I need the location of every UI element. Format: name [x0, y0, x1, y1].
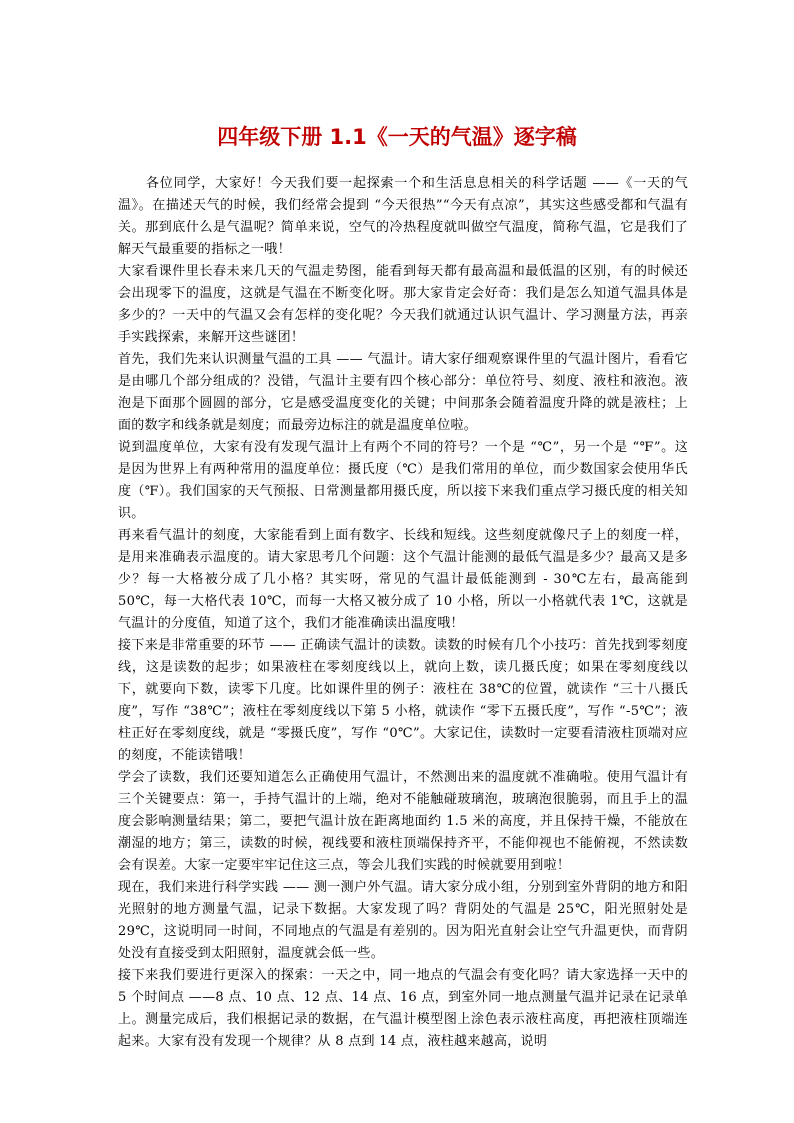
paragraph-outdoor-practice: 现在，我们来进行科学实践 —— 测一测户外气温。请大家分成小组，分别到室外背阴的地方和阳光照射的地方测量气温，记录下数据。大家发现了吗？背阴处的气温是 25℃，阳光照射处是 29℃，这说明同一时间，不同地点的气温是有差别的。因为阳光直射会让空气升温更快，而背阴处没有直接受到太阳照射，温度就会低一些。 — [118, 880, 688, 961]
paragraph-reading: 接下来是非常重要的环节 —— 正确读气温计的读数。读数的时候有几个小技巧：首先找到零刻度线，这是读数的起步；如果液柱在零刻度线以上，就向上数，读几摄氏度；如果在零刻度线以下，就要向下数，读零下几度。比如课件里的例子：液柱在 38℃的位置，就读作 “三十八摄氏度”，写作 “38℃”；液柱在零刻度线以下第 5 小格，就读作 “零下五摄氏度”，写作 “-5℃”；液柱正好在零刻度线，就是 “零摄氏度”，写作 “0℃”。大家记住，读数时一定要看清液柱顶端对应的刻度，不能读错哦！ — [118, 638, 688, 763]
paragraph-thermometer-parts: 首先，我们先来认识测量气温的工具 —— 气温计。请大家仔细观察课件里的气温计图片，看看它是由哪几个部分组成的？没错，气温计主要有四个核心部分：单位符号、刻度、液柱和液泡。液泡是下面那个圆圆的部分，它是感受温度变化的关键；中间那条会随着温度升降的就是液柱；上面的数字和线条就是刻度；而最旁边标注的就是温度单位啦。 — [118, 352, 688, 433]
document-body — [118, 173, 688, 1053]
paragraph-usage: 学会了读数，我们还要知道怎么正确使用气温计，不然测出来的温度就不准确啦。使用气温计有三个关键要点：第一，手持气温计的上端，绝对不能触碰玻璃泡，玻璃泡很脆弱，而且手上的温度会影响测量结果；第二，要把气温计放在距离地面约 1.5 米的高度，并且保持干燥，不能放在潮湿的地方；第三，读数的时候，视线要和液柱顶端保持齐平，不能仰视也不能俯视，不然读数会有误差。大家一定要牢牢记住这三点，等会儿我们实践的时候就要用到啦！ — [118, 770, 688, 873]
paragraph-temperature-units: 说到温度单位，大家有没有发现气温计上有两个不同的符号？一个是 “℃”，另一个是 “℉”。这是因为世界上有两种常用的温度单位：摄氏度（℃）是我们常用的单位，而少数国家会使用华氏度（℉）。我们国家的天气预报、日常测量都用摄氏度，所以接下来我们重点学习摄氏度的相关知识。 — [118, 440, 688, 521]
paragraph-intro: 各位同学，大家好！今天我们要一起探索一个和生活息息相关的科学话题 ——《一天的气温》。在描述天气的时候，我们经常会提到 “今天很热”“今天有点凉”，其实这些感受都和气温有关。那到底什么是气温呢？简单来说，空气的冷热程度就叫做空气温度，简称气温，它是我们了解天气最重要的指标之一哦！ — [118, 176, 688, 257]
paragraph-daily-change: 接下来我们要进行更深入的探索：一天之中，同一地点的气温会有变化吗？请大家选择一天中的 5 个时间点 ——8 点、10 点、12 点、14 点、16 点，到室外同一地点测量气温并记录在记录单上。测量完成后，我们根据记录的数据，在气温计模型图上涂色表示液柱高度，再把液柱顶端连起来。大家有没有发现一个规律？从 8 点到 14 点，液柱越来越高，说明 — [118, 968, 688, 1049]
document-title: 四年级下册 1.1《一天的气温》逐字稿 — [217, 125, 577, 149]
paragraph-temperature-trend: 大家看课件里长春未来几天的气温走势图，能看到每天都有最高温和最低温的区别，有的时候还会出现零下的温度，这就是气温在不断变化呀。那大家肯定会好奇：我们是怎么知道气温具体是多少的？一天中的气温又会有怎样的变化呢？今天我们就通过认识气温计、学习测量方法，再亲手实践探索，来解开这些谜团！ — [118, 264, 688, 345]
paragraph-scale: 再来看气温计的刻度，大家能看到上面有数字、长线和短线。这些刻度就像尺子上的刻度一样，是用来准确表示温度的。请大家思考几个问题：这个气温计能测的最低气温是多少？最高又是多少？每一大格被分成了几小格？其实呀，常见的气温计最低能测到 - 30℃左右，最高能到 50℃，每一大格代表 10℃，而每一大格又被分成了 10 小格，所以一小格就代表 1℃，这就是气温计的分度值，知道了这个，我们才能准确读出温度哦！ — [118, 528, 688, 631]
